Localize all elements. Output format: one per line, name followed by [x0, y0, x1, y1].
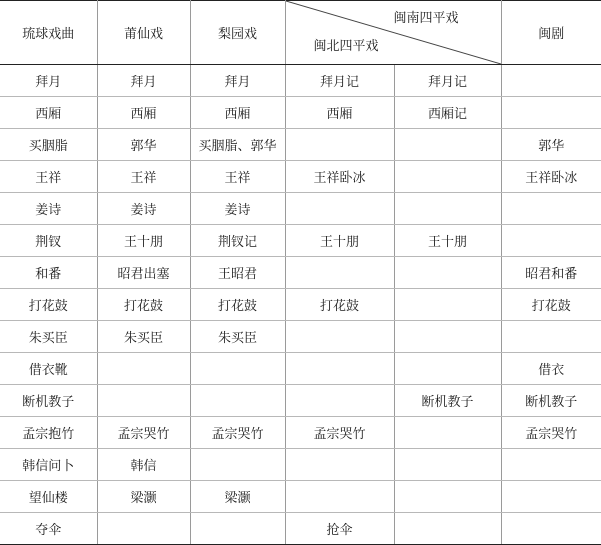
- cell-minju: [501, 225, 601, 257]
- cell-minju: [501, 449, 601, 481]
- cell-puxian: 郭华: [97, 129, 190, 161]
- cell-minju: 昭君和番: [501, 257, 601, 289]
- table-row: [0, 449, 601, 481]
- cell-ryukyu: 王祥: [0, 161, 97, 193]
- table-row: [0, 97, 601, 129]
- cell-ryukyu: 买胭脂: [0, 129, 97, 161]
- table-row: [0, 65, 601, 97]
- cell-liyuan: 打花鼓: [190, 289, 285, 321]
- cell-ryukyu: 拜月: [0, 65, 97, 97]
- cell-liyuan: 西厢: [190, 97, 285, 129]
- cell-puxian: 朱买臣: [97, 321, 190, 353]
- header-puxian: 莆仙戏: [97, 1, 190, 65]
- cell-liyuan: 朱买臣: [190, 321, 285, 353]
- cell-puxian: 姜诗: [97, 193, 190, 225]
- cell-minju: [501, 321, 601, 353]
- cell-minbei-siping: [285, 129, 394, 161]
- cell-minju: 孟宗哭竹: [501, 417, 601, 449]
- cell-minnan-siping: 拜月记: [394, 65, 501, 97]
- cell-ryukyu: 孟宗抱竹: [0, 417, 97, 449]
- cell-minju: [501, 193, 601, 225]
- cell-minbei-siping: [285, 321, 394, 353]
- cell-ryukyu: 打花鼓: [0, 289, 97, 321]
- cell-minju: 断机教子: [501, 385, 601, 417]
- cell-liyuan: 孟宗哭竹: [190, 417, 285, 449]
- table-row: [0, 417, 601, 449]
- cell-puxian: 孟宗哭竹: [97, 417, 190, 449]
- cell-puxian: 西厢: [97, 97, 190, 129]
- cell-liyuan: 姜诗: [190, 193, 285, 225]
- table-row: [0, 129, 601, 161]
- cell-minju: [501, 65, 601, 97]
- cell-minnan-siping: 西厢记: [394, 97, 501, 129]
- cell-minnan-siping: [394, 417, 501, 449]
- cell-liyuan: [190, 449, 285, 481]
- table-row: [0, 161, 601, 193]
- cell-liyuan: 王昭君: [190, 257, 285, 289]
- cell-minnan-siping: [394, 353, 501, 385]
- table-row: [0, 353, 601, 385]
- cell-minbei-siping: 孟宗哭竹: [285, 417, 394, 449]
- cell-liyuan: 荆钗记: [190, 225, 285, 257]
- cell-puxian: [97, 513, 190, 545]
- cell-minbei-siping: [285, 385, 394, 417]
- cell-puxian: 王十朋: [97, 225, 190, 257]
- header-siping-diagonal-cell: [285, 1, 501, 65]
- cell-ryukyu: 望仙楼: [0, 481, 97, 513]
- cell-minju: 郭华: [501, 129, 601, 161]
- cell-minju: 王祥卧冰: [501, 161, 601, 193]
- cell-minnan-siping: [394, 289, 501, 321]
- cell-minnan-siping: [394, 129, 501, 161]
- cell-ryukyu: 借衣靴: [0, 353, 97, 385]
- cell-puxian: 拜月: [97, 65, 190, 97]
- cell-minnan-siping: [394, 449, 501, 481]
- cell-minbei-siping: 打花鼓: [285, 289, 394, 321]
- cell-minnan-siping: [394, 513, 501, 545]
- table-row: [0, 321, 601, 353]
- table-row: [0, 481, 601, 513]
- cell-minbei-siping: [285, 353, 394, 385]
- cell-puxian: 王祥: [97, 161, 190, 193]
- cell-minbei-siping: [285, 481, 394, 513]
- cell-puxian: 梁灏: [97, 481, 190, 513]
- header-ryukyu: 琉球戏曲: [0, 1, 97, 65]
- cell-liyuan: 买胭脂、郭华: [190, 129, 285, 161]
- header-liyuan: 梨园戏: [190, 1, 285, 65]
- cell-puxian: [97, 353, 190, 385]
- cell-ryukyu: 朱买臣: [0, 321, 97, 353]
- table-row: [0, 513, 601, 545]
- cell-liyuan: [190, 353, 285, 385]
- cell-minju: 打花鼓: [501, 289, 601, 321]
- cell-ryukyu: 荆钗: [0, 225, 97, 257]
- cell-ryukyu: 夺伞: [0, 513, 97, 545]
- cell-minnan-siping: [394, 161, 501, 193]
- cell-liyuan: [190, 385, 285, 417]
- cell-liyuan: 梁灏: [190, 481, 285, 513]
- cell-ryukyu: 西厢: [0, 97, 97, 129]
- cell-minju: [501, 513, 601, 545]
- cell-puxian: 韩信: [97, 449, 190, 481]
- table-body: [0, 65, 601, 545]
- table-row: [0, 385, 601, 417]
- table-row: [0, 193, 601, 225]
- cell-minbei-siping: 抢伞: [285, 513, 394, 545]
- cell-minbei-siping: [285, 449, 394, 481]
- cell-ryukyu: 韩信问卜: [0, 449, 97, 481]
- cell-liyuan: 王祥: [190, 161, 285, 193]
- header-row: [0, 1, 601, 65]
- cell-minnan-siping: [394, 257, 501, 289]
- cell-minnan-siping: [394, 193, 501, 225]
- table-row: [0, 257, 601, 289]
- cell-minbei-siping: [285, 193, 394, 225]
- cell-puxian: [97, 385, 190, 417]
- header-minbei-siping: 闽北四平戏: [313, 39, 379, 54]
- cell-puxian: 昭君出塞: [97, 257, 190, 289]
- cell-minnan-siping: [394, 481, 501, 513]
- cell-minbei-siping: 王十朋: [285, 225, 394, 257]
- cell-minju: [501, 481, 601, 513]
- header-minnan-siping: 闽南四平戏: [393, 11, 459, 26]
- header-minju: 闽剧: [501, 1, 601, 65]
- cell-liyuan: [190, 513, 285, 545]
- cell-ryukyu: 断机教子: [0, 385, 97, 417]
- cell-minbei-siping: 拜月记: [285, 65, 394, 97]
- cell-minbei-siping: [285, 257, 394, 289]
- cell-minnan-siping: [394, 321, 501, 353]
- cell-minju: 借衣: [501, 353, 601, 385]
- cell-puxian: 打花鼓: [97, 289, 190, 321]
- cell-minbei-siping: 王祥卧冰: [285, 161, 394, 193]
- cell-minnan-siping: 王十朋: [394, 225, 501, 257]
- table-row: [0, 225, 601, 257]
- cell-ryukyu: 姜诗: [0, 193, 97, 225]
- cell-ryukyu: 和番: [0, 257, 97, 289]
- cell-liyuan: 拜月: [190, 65, 285, 97]
- cell-minju: [501, 97, 601, 129]
- cell-minbei-siping: 西厢: [285, 97, 394, 129]
- cell-minnan-siping: 断机教子: [394, 385, 501, 417]
- table-row: [0, 289, 601, 321]
